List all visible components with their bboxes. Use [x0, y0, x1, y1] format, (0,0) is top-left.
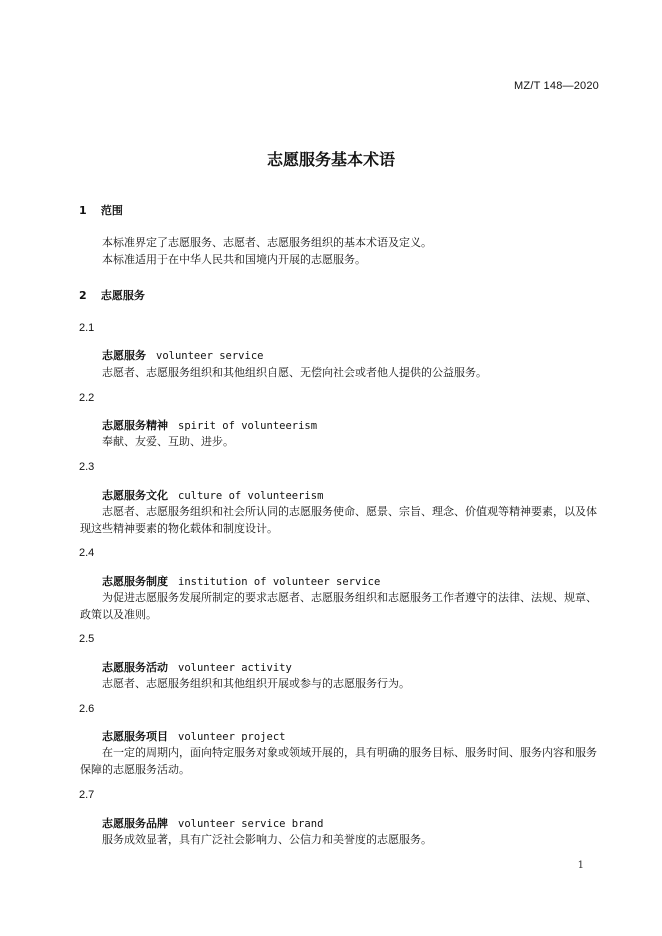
term-definition: 志愿者、志愿服务组织和其他组织开展或参与的志愿服务行为。 — [102, 677, 410, 690]
section-2-title: 志愿服务 — [100, 289, 145, 302]
term-entry — [102, 347, 263, 363]
term-english: volunteer project — [178, 731, 286, 743]
term-chinese: 志愿服务制度 — [102, 575, 168, 588]
term-chinese: 志愿服务精神 — [102, 419, 168, 432]
clause-number: 2.6 — [79, 703, 95, 715]
term-chinese: 志愿服务文化 — [102, 489, 168, 502]
page-number: 1 — [577, 860, 584, 871]
section-1-paragraph: 本标准界定了志愿服务、志愿者、志愿服务组织的基本术语及定义。 — [102, 236, 432, 249]
section-1-paragraph: 本标准适用于在中华人民共和国境内开展的志愿服务。 — [102, 253, 366, 266]
document-title: 志愿服务基本术语 — [266, 150, 395, 169]
term-definition: 为促进志愿服务发展所制定的要求志愿者、志愿服务组织和志愿服务工作者遵守的法律、法规、规章、政策以及准则。 — [80, 591, 597, 621]
clause-number: 2.3 — [79, 461, 95, 473]
section-2-number: 2 — [79, 289, 87, 302]
term-chinese: 志愿服务活动 — [102, 661, 168, 674]
clause-number: 2.5 — [79, 633, 95, 645]
term-definition: 志愿者、志愿服务组织和其他组织自愿、无偿向社会或者他人提供的公益服务。 — [102, 366, 487, 379]
term-english: volunteer service brand — [178, 818, 324, 830]
term-english: institution of volunteer service — [178, 576, 381, 588]
term-english: volunteer service — [156, 350, 264, 362]
term-definition: 服务成效显著，具有广泛社会影响力、公信力和美誉度的志愿服务。 — [102, 833, 432, 846]
term-entry — [102, 815, 323, 831]
section-1-number: 1 — [79, 204, 87, 217]
standard-code: MZ/T 148—2020 — [514, 80, 599, 92]
term-entry — [102, 417, 317, 433]
term-entry — [102, 573, 380, 589]
term-entry — [102, 728, 285, 744]
section-1-heading — [79, 202, 123, 218]
term-definition: 志愿者、志愿服务组织和社会所认同的志愿服务使命、愿景、宗旨、理念、价值观等精神要素，以及体现这些精神要素的物化载体和制度设计。 — [80, 505, 597, 535]
term-chinese: 志愿服务项目 — [102, 730, 168, 743]
section-1-title: 范围 — [100, 204, 123, 217]
term-entry — [102, 487, 323, 503]
term-entry — [102, 659, 292, 675]
term-english: culture of volunteerism — [178, 490, 324, 502]
term-english: spirit of volunteerism — [178, 420, 318, 432]
clause-number: 2.4 — [79, 547, 95, 559]
section-2-heading — [79, 287, 145, 303]
term-english: volunteer activity — [178, 662, 292, 674]
term-chinese: 志愿服务品牌 — [102, 817, 168, 830]
clause-number: 2.1 — [79, 322, 95, 334]
term-definition: 在一定的周期内，面向特定服务对象或领域开展的，具有明确的服务目标、服务时间、服务内容和服务保障的志愿服务活动。 — [80, 746, 597, 776]
clause-number: 2.2 — [79, 392, 95, 404]
clause-number: 2.7 — [79, 789, 95, 801]
term-chinese: 志愿服务 — [102, 349, 146, 362]
term-definition: 奉献、友爱、互助、进步。 — [102, 435, 234, 448]
